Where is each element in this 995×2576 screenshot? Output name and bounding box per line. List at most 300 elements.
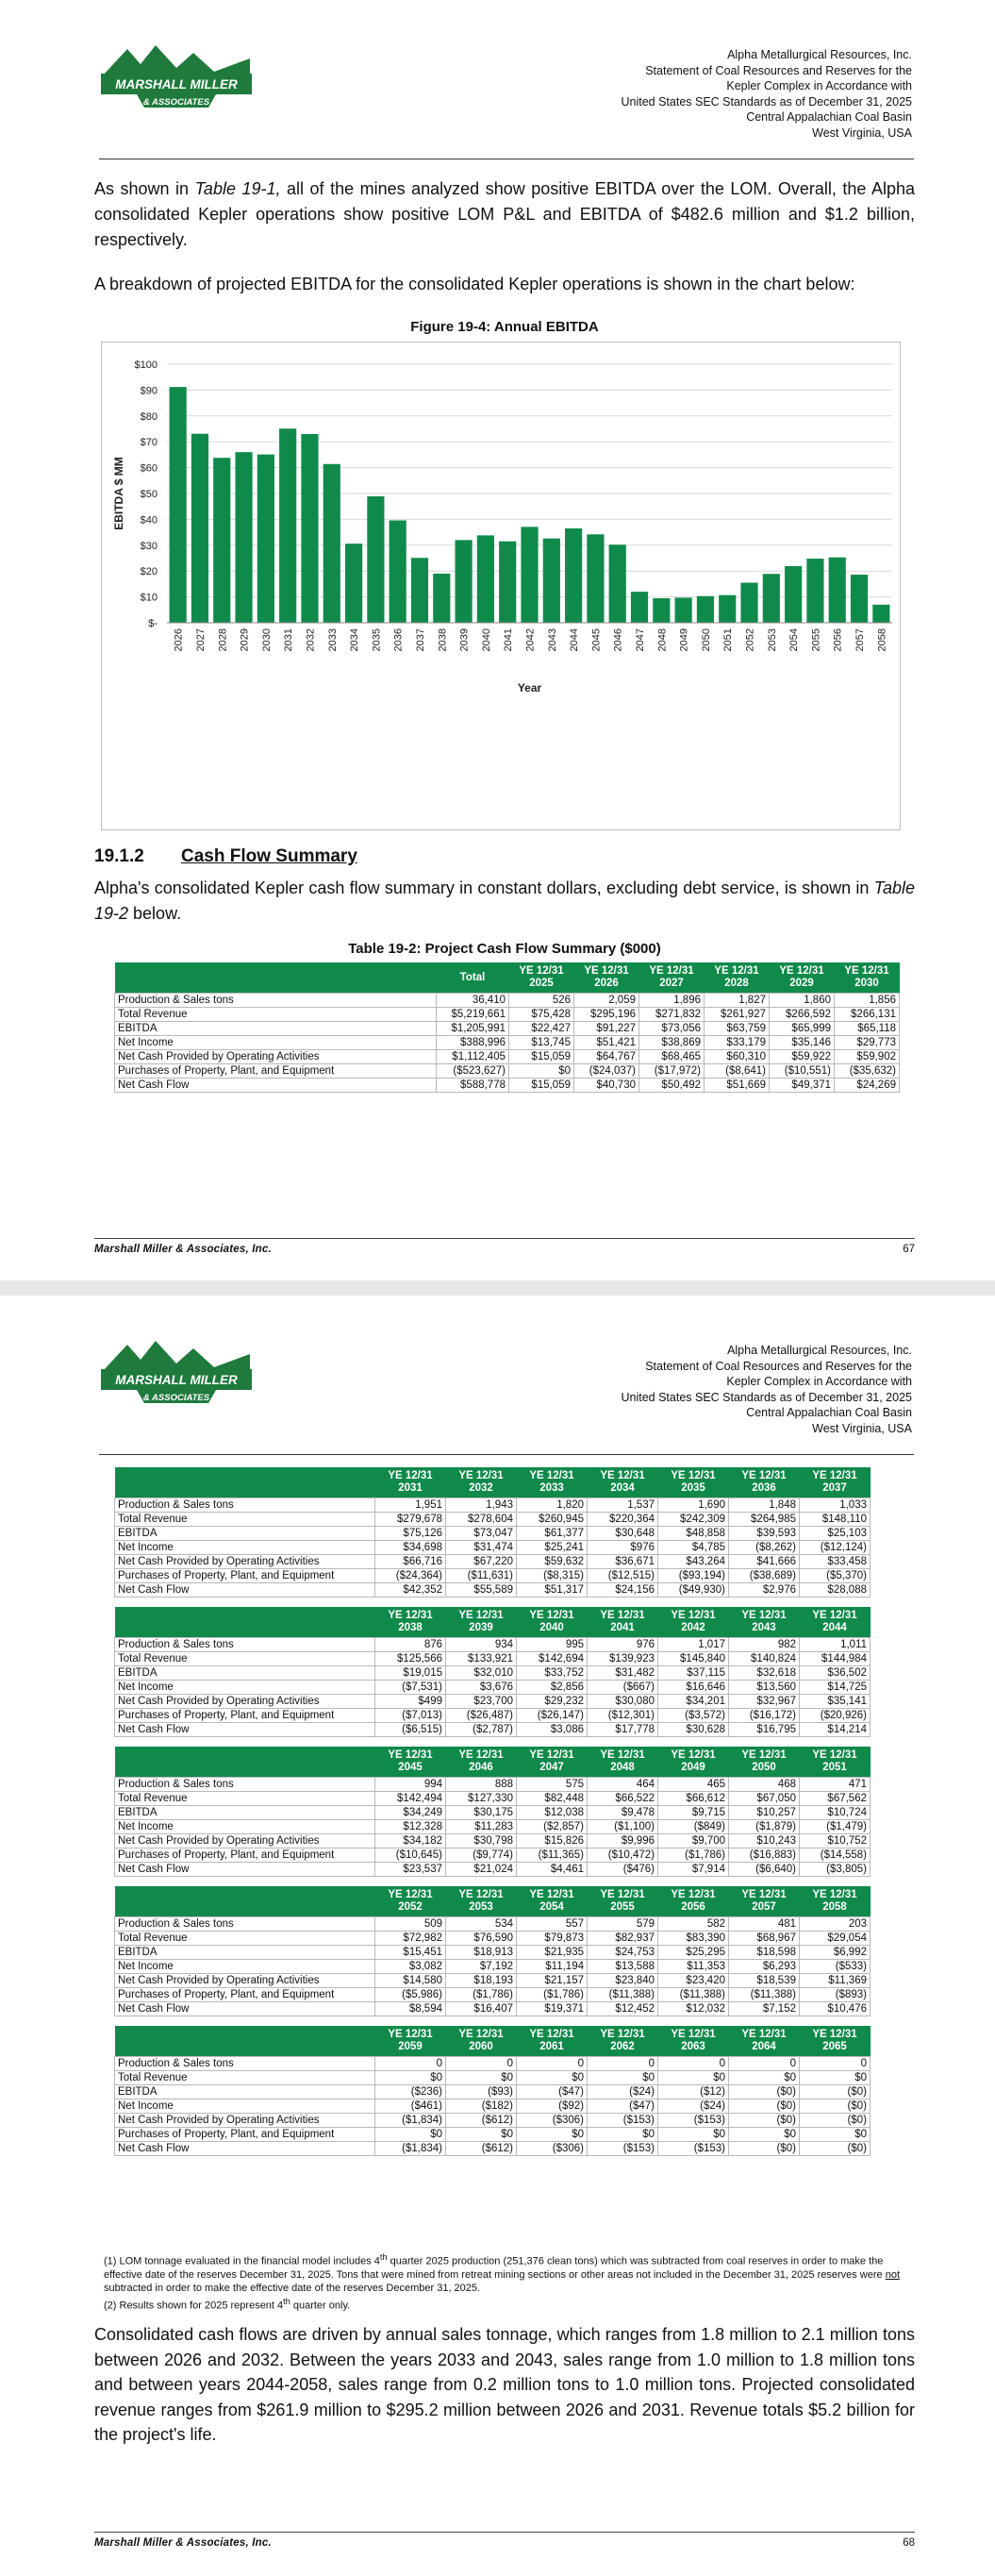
table-row [115,1834,871,1848]
column-header-year: 2041 [610,1622,635,1633]
page-header [621,47,912,141]
table-cell: $145,840 [658,1652,729,1666]
bar [872,605,889,623]
row-label: Total Revenue [115,1513,375,1527]
table-cell: ($153) [658,2142,729,2156]
table-cell: $21,024 [446,1863,517,1877]
row-label: Net Cash Provided by Operating Activities [115,1555,375,1569]
column-header [658,1747,729,1778]
column-header-year: 2060 [469,2041,493,2052]
x-tick-label: 2045 [590,628,603,652]
row-label: Net Cash Provided by Operating Activities [115,2114,375,2128]
column-header-year: 2046 [469,1762,493,1773]
table-cell: 1,951 [375,1498,446,1513]
table-cell: $13,560 [729,1681,800,1695]
bar [411,558,428,623]
row-label: Net Income [115,2099,375,2114]
table-cell: ($16,172) [729,1709,800,1723]
column-header-line-1: YE 12/31 [388,1749,433,1761]
table-cell: ($0) [729,2099,800,2114]
table-cell: $48,858 [658,1527,729,1541]
column-header-line-1: YE 12/31 [529,1749,574,1761]
table-cell: $18,598 [729,1946,800,1960]
table-cell: ($12,515) [588,1569,658,1583]
x-tick-label: 2026 [173,628,185,652]
para3-text-rest: below. [128,904,182,923]
table-cell: ($8,262) [729,1541,800,1555]
table-cell: $18,193 [446,1974,517,1988]
column-header-line-1: YE 12/31 [458,1749,504,1761]
footer-company: Marshall Miller & Associates, Inc. [94,1244,272,1255]
table-cell: $29,232 [517,1695,588,1709]
column-header [588,1607,658,1638]
table-cell: $11,283 [446,1820,517,1834]
table-cell: $34,201 [658,1695,729,1709]
table-cell: ($7,013) [375,1709,446,1723]
table-cell: $13,745 [509,1036,574,1050]
table-header-row [115,1747,871,1778]
table-cell: $0 [517,2128,588,2142]
bar [829,558,846,623]
row-label: Net Cash Flow [115,1583,375,1597]
column-header-line-1: YE 12/31 [458,1889,504,1900]
table-cell: $127,330 [446,1792,517,1806]
table-header-row [115,1467,871,1498]
table-cell: ($5,370) [800,1569,871,1583]
bar [675,597,692,623]
x-tick-label: 2047 [635,628,647,652]
table-cell: ($0) [729,2085,800,2099]
column-header-line-1: YE 12/31 [600,2029,645,2040]
table-cell: ($849) [658,1820,729,1834]
column-header-year: 2036 [752,1482,776,1494]
bar [433,574,450,623]
column-header [705,962,770,994]
table-cell: $51,317 [517,1583,588,1597]
row-label: Production & Sales tons [115,2057,375,2071]
table-cell: $2,856 [517,1681,588,1695]
bar [345,544,362,623]
row-label: Total Revenue [115,1792,375,1806]
column-header [446,1607,517,1638]
table-cell: $9,996 [588,1834,658,1848]
table-cell: ($1,479) [800,1820,871,1834]
table-cell: ($1,786) [517,1988,588,2002]
table-cell: ($1,786) [658,1848,729,1863]
table-cell: $41,666 [729,1555,800,1569]
table-cell: $66,612 [658,1792,729,1806]
table-row [115,1820,871,1834]
bar [609,544,626,623]
bar [213,458,230,623]
row-label: Production & Sales tons [115,1917,375,1932]
table-cell: $12,328 [375,1820,446,1834]
column-header-line-1: YE 12/31 [671,1470,716,1481]
table-cell: ($182) [446,2099,517,2114]
column-header-line-1: YE 12/31 [649,965,694,977]
table-cell: $499 [375,1695,446,1709]
table-cell: $59,902 [835,1050,900,1064]
column-header-line-1: YE 12/31 [458,1470,504,1481]
table-cell: 1,827 [705,994,770,1008]
table-row [115,1974,871,1988]
column-header-year: 2043 [752,1622,776,1633]
table-cell: $142,494 [375,1792,446,1806]
table-cell: $220,364 [588,1513,658,1527]
y-axis-label: EBITDA $ MM [112,457,125,530]
table-cell: 1,896 [639,994,705,1008]
table-cell: ($1,834) [375,2114,446,2128]
table-cell: 1,017 [658,1638,729,1652]
table-cell: ($35,632) [835,1064,900,1079]
table-cell: ($24) [658,2099,729,2114]
bar [587,534,604,623]
x-tick-label: 2058 [876,628,888,652]
table-row [115,1064,900,1079]
table-cell: 468 [729,1778,800,1792]
x-tick-label: 2042 [524,628,537,652]
column-header-year: 2052 [398,1901,423,1913]
footer-rule [94,2532,915,2533]
x-tick-label: 2048 [656,628,669,652]
table-cell: $30,648 [588,1527,658,1541]
table-cell: $36,502 [800,1666,871,1681]
x-tick-label: 2056 [832,628,844,652]
bar [806,559,823,623]
column-header [517,1467,588,1498]
column-header [588,1747,658,1778]
section-heading [94,846,357,867]
table-cell: $34,182 [375,1834,446,1848]
table-cell: $148,110 [800,1513,871,1527]
table-cell: 509 [375,1917,446,1932]
row-label: Total Revenue [115,1652,375,1666]
table-cell: $21,935 [517,1946,588,1960]
x-tick-label: 2029 [239,628,251,652]
block-spacer [115,1877,871,1887]
column-header-year: 2044 [822,1622,847,1633]
table-cell: 1,820 [517,1498,588,1513]
x-tick-label: 2057 [854,628,867,652]
bar [565,528,582,623]
column-header-line-1: YE 12/31 [529,1470,574,1481]
table-cell: 1,856 [835,994,900,1008]
table-cell: $14,214 [800,1723,871,1737]
logo-text-1: MARSHALL MILLER [115,77,238,92]
table-row [115,1541,871,1555]
table-cell: $976 [588,1541,658,1555]
column-header-year: 2032 [469,1482,493,1494]
table-cell: ($24,037) [574,1064,639,1079]
table-row [115,1583,871,1597]
table-cell: $9,715 [658,1806,729,1820]
table-row [115,2085,871,2099]
x-tick-label: 2054 [788,628,801,652]
column-header-year: 2056 [681,1901,705,1913]
bar [785,566,802,623]
table-row [115,1050,900,1064]
table-cell: $10,476 [800,2002,871,2016]
table-cell: ($49,930) [658,1583,729,1597]
table-cell: $65,999 [770,1022,835,1036]
column-header [800,1467,871,1498]
table-cell: ($3,572) [658,1709,729,1723]
column-header [517,1886,588,1917]
column-header-line-1: YE 12/31 [584,965,629,977]
bar [521,527,538,623]
table-cell: ($0) [800,2099,871,2114]
table-cell: ($11,365) [517,1848,588,1863]
table-cell: 1,848 [729,1498,800,1513]
table-cell: $144,984 [800,1652,871,1666]
column-header [446,1747,517,1778]
table-cell: ($10,645) [375,1848,446,1863]
column-header-line-1: YE 12/31 [529,1889,574,1900]
table-cell: $3,676 [446,1681,517,1695]
table-cell: $0 [517,2071,588,2085]
column-header [729,1607,800,1638]
page-number: 68 [903,2537,915,2549]
table-cell: $75,126 [375,1527,446,1541]
table-cell: ($14,558) [800,1848,871,1863]
column-header [729,2026,800,2057]
table-cell: $17,778 [588,1723,658,1737]
column-header [658,1607,729,1638]
table-cell: $34,698 [375,1541,446,1555]
table-cell: $67,220 [446,1555,517,1569]
column-header-line-1: YE 12/31 [529,2029,574,2040]
bar [653,598,670,623]
table-cell: $61,377 [517,1527,588,1541]
table-cell: $36,671 [588,1555,658,1569]
row-label: Purchases of Property, Plant, and Equipment [115,1064,437,1079]
row-label: Net Cash Flow [115,1863,375,1877]
y-tick-label: $80 [140,410,158,423]
column-header [658,2026,729,2057]
table-cell: ($17,972) [639,1064,705,1079]
row-label: Net Income [115,1036,437,1050]
x-tick-label: 2040 [480,628,492,652]
bar [543,539,560,623]
column-header [375,1886,446,1917]
table-row [115,1778,871,1792]
table-cell: ($306) [517,2142,588,2156]
table-cell: ($24,364) [375,1569,446,1583]
ebitda-chart-frame [101,342,901,830]
header-company: Alpha Metallurgical Resources, Inc. [727,1344,912,1357]
table-cell: 0 [517,2057,588,2071]
table-row [115,1988,871,2002]
page-67 [0,0,995,1280]
table-cell: $16,795 [729,1723,800,1737]
table-cell: 982 [729,1638,800,1652]
column-header-line-1: YE 12/31 [529,1610,574,1621]
bar [631,592,648,623]
table-cell: ($476) [588,1863,658,1877]
column-header [658,1467,729,1498]
table-cell: $2,976 [729,1583,800,1597]
table-cell: ($236) [375,2085,446,2099]
column-header-line-1: YE 12/31 [812,2029,857,2040]
table-cell: $25,295 [658,1946,729,1960]
bar [191,434,208,623]
table-cell: $266,131 [835,1008,900,1022]
table-row [115,2099,871,2114]
table-cell: 203 [800,1917,871,1932]
table-row [115,1498,871,1513]
table-cell: $11,369 [800,1974,871,1988]
column-header-year: 2048 [610,1762,635,1773]
table-cell: $30,798 [446,1834,517,1848]
row-label: EBITDA [115,1527,375,1541]
table-cell: $0 [800,2071,871,2085]
row-label: Net Cash Provided by Operating Activities [115,1834,375,1848]
row-label: Net Cash Provided by Operating Activities [115,1974,375,1988]
table-cell: $139,923 [588,1652,658,1666]
row-label: Purchases of Property, Plant, and Equipment [115,1709,375,1723]
bar [257,455,274,623]
table-cell: ($6,640) [729,1863,800,1877]
table-cell: $15,059 [509,1050,574,1064]
row-label: EBITDA [115,2085,375,2099]
table-cell: $3,086 [517,1723,588,1737]
x-tick-label: 2027 [194,628,207,652]
table-cell: $0 [588,2128,658,2142]
table-cell: $31,474 [446,1541,517,1555]
table-cell: 575 [517,1778,588,1792]
column-header-line-2: 2026 [594,978,619,989]
table-cell: ($47) [517,2085,588,2099]
column-header [509,962,574,994]
table-cell: ($153) [588,2114,658,2128]
table-cell: $67,562 [800,1792,871,1806]
table-cell: 1,860 [770,994,835,1008]
column-header-line-1: YE 12/31 [741,1610,787,1621]
x-tick-label: 2044 [569,628,581,652]
table-cell: $64,767 [574,1050,639,1064]
table-row [115,1569,871,1583]
table-cell: $3,082 [375,1960,446,1974]
table-cell: $19,015 [375,1666,446,1681]
table-cell: $588,778 [437,1079,509,1093]
y-tick-label: $20 [140,566,158,578]
column-header-year: 2058 [822,1901,847,1913]
column-header [800,1607,871,1638]
column-header [375,1747,446,1778]
table-cell: $6,293 [729,1960,800,1974]
table-cell: $12,452 [588,2002,658,2016]
table-cell: $1,205,991 [437,1022,509,1036]
table-row [115,1036,900,1050]
column-header-line-1: YE 12/31 [671,1610,716,1621]
column-header-line-1: YE 12/31 [812,1470,857,1481]
bar [456,540,473,623]
x-tick-label: 2035 [371,628,383,652]
column-header [517,1747,588,1778]
bar [499,542,516,623]
x-tick-label: 2038 [437,628,449,652]
table-cell: 934 [446,1638,517,1652]
table-cell: ($1,100) [588,1820,658,1834]
table-cell: $16,407 [446,2002,517,2016]
table-header-row [115,2026,871,2057]
table-cell: 557 [517,1917,588,1932]
column-header-line-1: YE 12/31 [388,1610,433,1621]
table-cell: ($0) [800,2114,871,2128]
column-header-line-1: YE 12/31 [671,1749,716,1761]
table-cell: $31,482 [588,1666,658,1681]
company-logo [99,1331,255,1407]
table-cell: ($0) [729,2114,800,2128]
note-2: (2) Results shown for 2025 represent 4th quarter only. [104,2296,351,2312]
row-label: Net Cash Flow [115,1723,375,1737]
row-label: Production & Sales tons [115,1638,375,1652]
table-reference-2: Table 19-2 [94,878,915,923]
table-cell: $33,752 [517,1666,588,1681]
page-68 [0,1296,995,2576]
y-tick-label: $- [148,618,158,629]
x-axis-label: Year [517,681,542,694]
table-cell: ($11,388) [588,1988,658,2002]
table-cell: $15,059 [509,1079,574,1093]
bar [740,583,757,623]
bar [697,596,714,623]
table-cell: $0 [509,1064,574,1079]
column-header-year: 2063 [681,2041,705,2052]
table-cell: $35,141 [800,1695,871,1709]
table-cell: $278,604 [446,1513,517,1527]
bar [279,428,296,623]
table-cell: $0 [375,2128,446,2142]
paragraph-consolidated: Consolidated cash flows are driven by annual sales tonnage, which ranges from 1.8 million to 2.1 million tons between 2026 and 2032. Between the years 2033 and 2043, sales range from 1.0 million to 1.8 million tons and between years 2044-2058, sales range from 0.2 million tons to 1.0 million tons. Projected consolidated revenue ranges from $261.9 million to $295.2 million between 2026 and 2031. Revenue totals $5.2 billion for the project's life. [94,2325,915,2444]
column-header-line-1: YE 12/31 [741,1749,787,1761]
table-cell: 1,690 [658,1498,729,1513]
column-header [800,1747,871,1778]
table-cell: ($612) [446,2114,517,2128]
column-header-line-1: YE 12/31 [600,1889,645,1900]
x-tick-label: 2055 [810,628,822,652]
table-cell: ($153) [658,2114,729,2128]
table-cell: $65,118 [835,1022,900,1036]
column-header-line-2: 2030 [854,978,879,989]
column-header-year: 2064 [752,2041,776,2052]
table-cell: ($0) [729,2142,800,2156]
header-line-4: United States SEC Standards as of December 31, 2025 [621,94,912,109]
table-cell: $9,700 [658,1834,729,1848]
ebitda-chart [102,343,900,829]
column-header-year: 2062 [610,2041,635,2052]
table-cell: 2,059 [574,994,639,1008]
header-line-6: West Virginia, USA [812,1421,912,1435]
table-row [115,1527,871,1541]
table-cell: $7,192 [446,1960,517,1974]
column-header-year: 2057 [752,1901,776,1913]
table-cell: ($26,147) [517,1709,588,1723]
table-cell: $4,461 [517,1863,588,1877]
table-cell: $63,759 [705,1022,770,1036]
table-cell: $24,269 [835,1079,900,1093]
table-cell: $76,590 [446,1932,517,1946]
table-cell: ($612) [446,2142,517,2156]
table-cell: 526 [509,994,574,1008]
column-header-year: 2055 [610,1901,635,1913]
table-cell: $9,478 [588,1806,658,1820]
table-row [115,2128,871,2142]
table-cell: $18,539 [729,1974,800,1988]
column-header [588,1467,658,1498]
header-label-cell [115,1886,375,1917]
column-header-line-1: YE 12/31 [779,965,824,977]
